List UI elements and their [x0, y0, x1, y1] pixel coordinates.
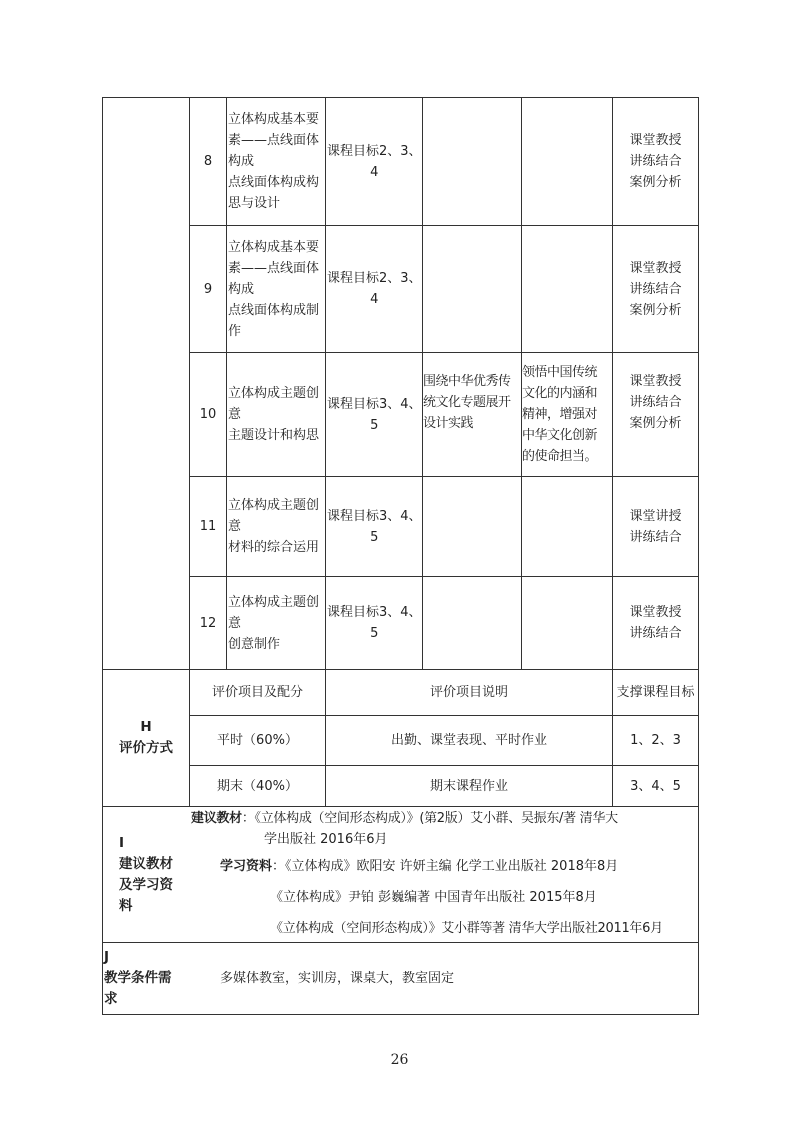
row-divider [102, 806, 699, 807]
conditions-label-text: J 教学条件需 求 [104, 949, 172, 1007]
evaluation-header-text: 评价项目及配分 [211, 685, 303, 700]
content-cell [228, 226, 325, 352]
reference-text: 《立体构成》尹铂 彭巍编著 中国青年出版社 2015年8月 [270, 890, 597, 905]
ideology-cell [424, 98, 521, 225]
goals-cell [327, 353, 422, 476]
ideology-cell [424, 477, 521, 576]
goals-cell [327, 577, 422, 669]
conditions-content [220, 943, 690, 1014]
goals-text: 课程目标3、4、 5 [327, 605, 422, 641]
goals-cell [327, 226, 422, 352]
ideology-cell [424, 226, 521, 352]
row-number-text: 9 [203, 281, 213, 297]
content-cell [228, 353, 325, 476]
textbook-text: ：《立体构成（空间形态构成）》(第2版）艾小群、吴振东/著 清华大 [241, 811, 618, 826]
effect-cell [523, 577, 612, 669]
ideology-text: 围绕中华优秀传 统文化专题展开 设计实践 [423, 374, 511, 431]
reference-line [270, 918, 663, 939]
effect-cell [523, 477, 612, 576]
evaluation-desc [326, 716, 612, 765]
goals-cell [327, 477, 422, 576]
content-cell [228, 98, 325, 225]
evaluation-header-text: 评价项目说明 [429, 685, 508, 700]
effect-cell [523, 226, 612, 352]
method-text: 课堂教授 讲练结合 案例分析 [629, 133, 682, 190]
method-text: 课堂讲授 讲练结合 [629, 508, 682, 545]
reference-label: 学习资料 [220, 859, 273, 874]
content-text: 立体构成主题创 意 主题设计和构思 [228, 386, 320, 443]
table-border-right [698, 97, 699, 1015]
effect-text: 领悟中国传统 文化的内涵和 精神，增强对 中华文化创新 的使命担当。 [522, 365, 598, 464]
content-cell [228, 577, 325, 669]
method-cell [613, 477, 698, 576]
content-cell [228, 477, 325, 576]
evaluation-goals-text: 1、2、3 [630, 733, 681, 748]
row-number-text: 10 [199, 407, 217, 422]
table-border-bottom [102, 1014, 699, 1015]
content-text: 立体构成基本要 素——点线面体 构成 点线面体构成制 作 [228, 239, 320, 339]
evaluation-section-label [103, 670, 189, 806]
method-text: 课堂教授 讲练结合 案例分析 [629, 260, 682, 318]
evaluation-item [190, 716, 325, 765]
conditions-content-text: 多媒体教室，实训房，课桌大，教室固定 [220, 971, 455, 986]
evaluation-goals [613, 716, 698, 765]
goals-text: 课程目标3、4、 5 [327, 508, 422, 545]
evaluation-item-text: 期末（40%） [217, 778, 298, 794]
evaluation-goals [613, 766, 698, 806]
row-number-text: 11 [199, 519, 217, 534]
row-number-text: 12 [199, 615, 217, 631]
ideology-cell [424, 577, 521, 669]
evaluation-header-desc [326, 670, 612, 715]
method-cell [613, 577, 698, 669]
ideology-cell [423, 353, 521, 471]
conditions-section-label [104, 943, 189, 1014]
goals-text: 课程目标2、3、 4 [327, 143, 422, 180]
textbook-text-cont: 学出版社 2016年6月 [264, 832, 388, 847]
textbook-line-cont [264, 829, 388, 850]
method-text: 课堂教授 讲练结合 [629, 605, 682, 641]
textbook-line [191, 808, 618, 829]
textbook-label: 建议教材 [191, 811, 242, 826]
reference-text: 《立体构成（空间形态构成）》艾小群等著 清华大学出版社2011年6月 [270, 921, 663, 936]
goals-text: 课程目标3、4、 5 [327, 396, 422, 433]
method-cell [613, 353, 698, 471]
col-divider [226, 97, 227, 670]
effect-cell [522, 353, 612, 476]
method-cell [613, 226, 698, 352]
page-number: 26 [390, 1052, 409, 1068]
evaluation-header-text: 支撑课程目标 [616, 685, 695, 700]
evaluation-desc-text: 期末课程作业 [429, 778, 508, 794]
row-number [190, 98, 226, 225]
evaluation-item [190, 766, 325, 806]
materials-label-text: I 建议教材 及学习资 料 [119, 834, 173, 914]
evaluation-header-item [190, 670, 325, 715]
reference-line [220, 856, 618, 877]
row-number [190, 477, 226, 576]
goals-text: 课程目标2、3、 4 [327, 271, 422, 307]
row-number-text: 8 [203, 154, 213, 169]
evaluation-goals-text: 3、4、5 [630, 778, 681, 794]
row-number [190, 353, 226, 476]
row-number [190, 226, 226, 352]
content-text: 立体构成基本要 素——点线面体 构成 点线面体构成构 思与设计 [228, 112, 320, 211]
content-text: 立体构成主题创 意 材料的综合运用 [228, 498, 320, 555]
evaluation-label-text: H 评价方式 [119, 719, 173, 756]
reference-text: ：《立体构成》欧阳安 许妍主编 化学工业出版社 2018年8月 [272, 859, 619, 874]
effect-cell [523, 98, 612, 225]
evaluation-item-text: 平时（60%） [217, 733, 298, 748]
row-number [190, 577, 226, 669]
method-cell [613, 98, 698, 225]
content-text: 立体构成主题创 意 创意制作 [228, 594, 320, 652]
evaluation-header-goals [613, 670, 698, 715]
goals-cell [327, 98, 422, 225]
materials-section-label [103, 807, 189, 942]
evaluation-desc-text: 出勤、课堂表现、平时作业 [390, 733, 547, 748]
evaluation-desc [326, 766, 612, 806]
method-text: 课堂教授 讲练结合 案例分析 [629, 374, 682, 431]
reference-line [270, 887, 597, 908]
